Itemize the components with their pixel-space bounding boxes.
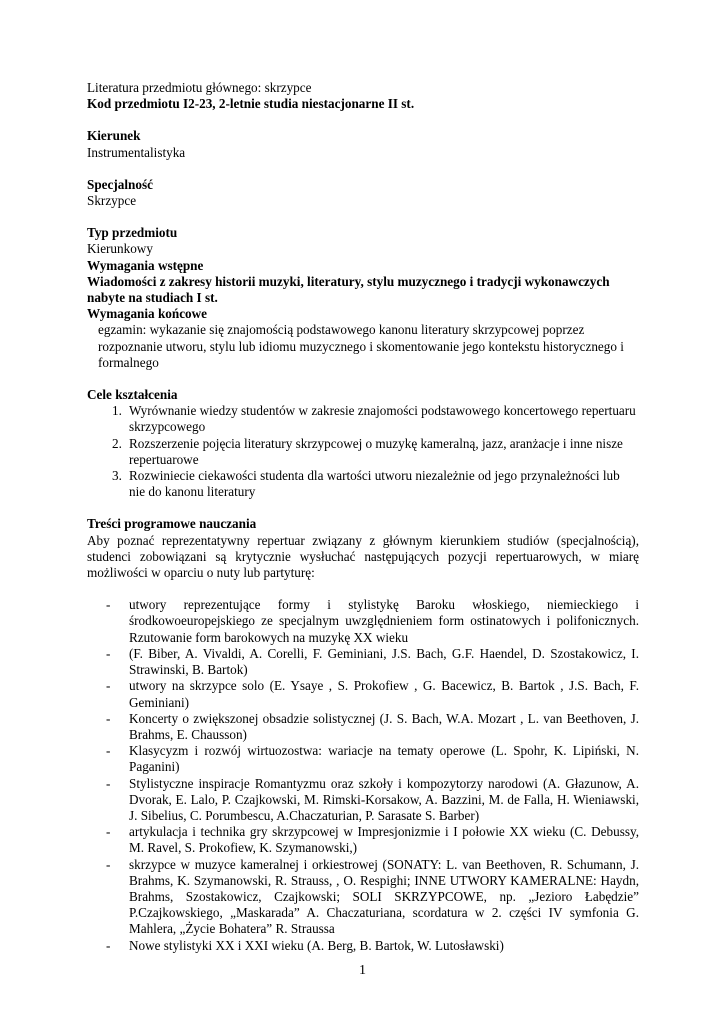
list-item: [87, 597, 639, 646]
dash-bullet: -: [106, 856, 111, 872]
dash-bullet: -: [106, 743, 111, 759]
specjalnosc-value: Skrzypce: [87, 193, 137, 209]
list-item-text: Wyrównanie wiedzy studentów w zakresie znajomości podstawowego koncertowego repertuaru skrzypcowego: [129, 403, 636, 435]
dash-bullet: -: [106, 775, 111, 791]
tresci-intro: Aby poznać reprezentatywny repertuar związany z głównym kierunkiem studiów (specjalnością), studenci zobowiązani są krytycznie wysłuchać następujących pozycji repertuarowych, w miarę możliwości w oparciu o nuty lub partyturę:: [87, 532, 639, 581]
tresci-label: Treści programowe nauczania: [87, 516, 257, 532]
dash-bullet: -: [106, 645, 111, 661]
list-item-number: 2.: [112, 435, 122, 451]
list-item-text: utwory na skrzypce solo (E. Ysaye , S. Prokofiew , G. Bacewicz, B. Bartok , J.S. Bach, F. Geminiani): [129, 678, 639, 710]
list-item-text: artykulacja i technika gry skrzypcowej w Impresjonizmie i I połowie XX wieku (C. Debussy, M. Ravel, S. Prokofiew, K. Szymanowski,): [129, 824, 639, 856]
list-item: [87, 743, 639, 775]
kierunek-value: Instrumentalistyka: [87, 144, 186, 160]
list-item: [87, 403, 639, 435]
list-item-text: Stylistyczne inspiracje Romantyzmu oraz szkoły i kompozytorzy narodowi (A. Głazunow, A. Dvorak, E. Lalo, P. Czajkowski, M. Rimski-Korsakow, A. Bazzini, M. de Falla, H. Wieniawski, J. Sibelius, C. Porumbescu, A.Chaczaturian, P. Sarasate S. Barber): [129, 775, 639, 823]
document-page: [87, 80, 639, 954]
dash-bullet: -: [106, 937, 111, 953]
list-item-text: skrzypce w muzyce kameralnej i orkiestrowej (SONATY: L. van Beethoven, R. Schumann, J. Brahms, K. Szymanowski, R. Strauss, , O. Respighi; INNE UTWORY KAMERALNE: Haydn, Brahms, Szostakowicz, Czajkowski; SOLI SKRZYPCOWE, np. „Jezioro Łabędzie” P.Czajkowskiego, „Maskarada” A. Chaczaturiana, scordatura w 2. części IV symfonia G. Mahlera, „Życie Bohatera” R. Straussa: [129, 856, 639, 937]
list-item: [87, 711, 639, 743]
list-item: [87, 824, 639, 856]
kierunek-label: Kierunek: [87, 128, 141, 144]
document-title: Literatura przedmiotu głównego: skrzypce: [87, 80, 312, 95]
dash-bullet: -: [106, 710, 111, 726]
cele-label: Cele kształcenia: [87, 387, 178, 403]
wymagania-koncowe-label: Wymagania końcowe: [87, 306, 208, 322]
list-item-text: Klasycyzm i rozwój wirtuozostwa: wariacje na tematy operowe (L. Spohr, K. Lipiński, N. Paganini): [129, 743, 639, 775]
cele-list: [87, 403, 639, 500]
list-item: [87, 436, 639, 468]
list-item: [87, 776, 639, 825]
specjalnosc-label: Specjalność: [87, 176, 153, 192]
dash-bullet: -: [106, 824, 111, 840]
list-item-number: 1.: [112, 403, 122, 419]
list-item: [87, 678, 639, 710]
dash-bullet: -: [106, 597, 111, 613]
list-item-text: utwory reprezentujące formy i stylistykę Baroku włoskiego, niemieckiego i środkowoeuropejskiego ze specjalnym uwzględnieniem form ostinatowych i polifonicznych. Rzutowanie form barokowych na muzykę XX wieku: [129, 597, 639, 645]
wymagania-wstepne-value: Wiadomości z zakresy historii muzyki, literatury, stylu muzycznego i tradycji wykonawczych nabyte na studiach I st.: [87, 273, 610, 306]
list-item: [87, 646, 639, 678]
course-code: Kod przedmiotu I2-23, 2-letnie studia niestacjonarne II st.: [87, 96, 415, 112]
repertoire-list: [87, 597, 639, 953]
typ-value: Kierunkowy: [87, 241, 153, 257]
list-item: [87, 938, 639, 954]
list-item: [87, 857, 639, 938]
list-item-text: Nowe stylistyki XX i XXI wieku (A. Berg, B. Bartok, W. Lutosławski): [129, 937, 504, 953]
list-item-text: Koncerty o zwiększonej obsadzie solistycznej (J. S. Bach, W.A. Mozart , L. van Beethoven, J. Brahms, E. Chausson): [129, 710, 639, 742]
list-item-text: (F. Biber, A. Vivaldi, A. Corelli, F. Geminiani, J.S. Bach, G.F. Haendel, D. Szostakowicz, I. Strawinski, B. Bartok): [129, 645, 639, 678]
wymagania-wstepne-label: Wymagania wstępne: [87, 257, 204, 273]
list-item-number: 3.: [112, 468, 122, 484]
list-item-text: Rozszerzenie pojęcia literatury skrzypcowej o muzykę kameralną, jazz, aranżacje i inne nisze repertuarowe: [129, 435, 623, 467]
wymagania-koncowe-value: egzamin: wykazanie się znajomością podstawowego kanonu literatury skrzypcowej poprzez rozpoznanie utworu, stylu lub idiomu muzycznego i skomentowanie jego kontekstu historycznego i formalnego: [98, 322, 624, 370]
page-number: 1: [359, 963, 366, 978]
list-item: [87, 468, 639, 500]
typ-label: Typ przedmiotu: [87, 225, 178, 241]
list-item-text: Rozwiniecie ciekawości studenta dla wartości utworu niezależnie od jego przynależności lub nie do kanonu literatury: [129, 468, 620, 500]
dash-bullet: -: [106, 678, 111, 694]
